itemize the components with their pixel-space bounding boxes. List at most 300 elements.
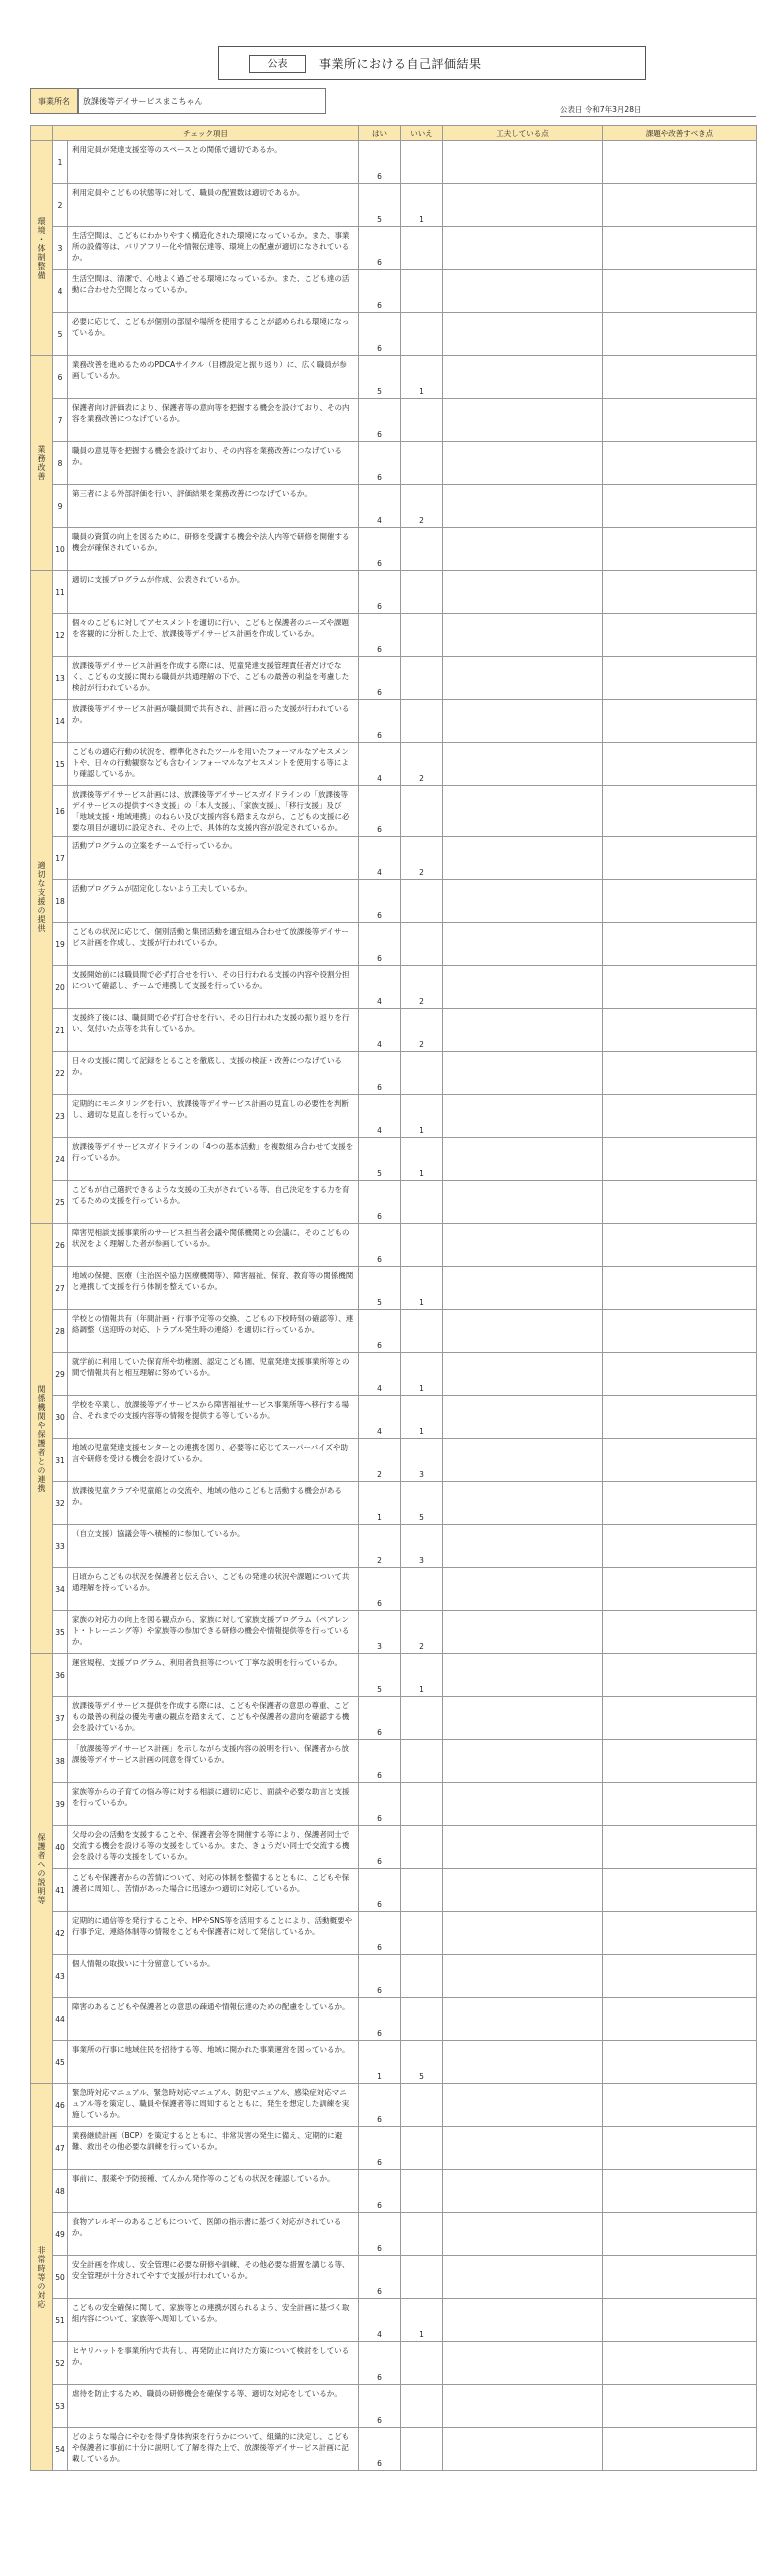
efforts-cell — [443, 923, 603, 966]
efforts-cell — [443, 2041, 603, 2084]
no-count: 3 — [401, 1525, 443, 1568]
table-row — [31, 1783, 757, 1826]
efforts-cell — [443, 356, 603, 399]
yes-count: 6 — [359, 786, 401, 837]
table-row — [31, 1052, 757, 1095]
table-row — [31, 2170, 757, 2213]
yes-count: 6 — [359, 1310, 401, 1353]
no-count — [401, 880, 443, 923]
item-text: どのような場合にやむを得ず身体拘束を行うかについて、組織的に決定し、こどもや保護者に事前に十分に説明して了解を得た上で、放課後等デイサービス計画に記載しているか。 — [68, 2428, 359, 2471]
item-number: 28 — [53, 1310, 68, 1353]
issues-cell — [603, 2428, 757, 2471]
category-text: 非常時等の対応 — [37, 2245, 46, 2309]
item-text: 地域の児童発達支援センターとの連携を図り、必要等に応じてスーパーバイズや助言や研修を受ける機会を設けているか。 — [68, 1439, 359, 1482]
no-count: 1 — [401, 1353, 443, 1396]
efforts-cell — [443, 1267, 603, 1310]
item-text: こどもの状況に応じて、個別活動と集団活動を適宜組み合わせて放課後等デイサービス計画を作成し、支援が行われているか。 — [68, 923, 359, 966]
issues-cell — [603, 356, 757, 399]
item-text: 放課後等デイサービス計画には、放課後等デイサービスガイドラインの「放課後等デイサービスの提供すべき支援」の「本人支援」、「家族支援」、「移行支援」及び「地域支援・地域連携」のねらい及び支援内容も踏まえながら、こどもの支援に必要な項目が適切に設定され、その上で、具体的な支援内容が設定されているか。 — [68, 786, 359, 837]
table-row — [31, 1697, 757, 1740]
no-count — [401, 614, 443, 657]
issues-cell — [603, 270, 757, 313]
issues-cell — [603, 485, 757, 528]
efforts-cell — [443, 571, 603, 614]
no-count — [401, 2428, 443, 2471]
issues-cell — [603, 1439, 757, 1482]
yes-count: 6 — [359, 2256, 401, 2299]
efforts-cell — [443, 2428, 603, 2471]
item-text: 地域の保健、医療（主治医や協力医療機関等）、障害福祉、保育、教育等の関係機関と連携して支援を行う体制を整えているか。 — [68, 1267, 359, 1310]
efforts-cell — [443, 2256, 603, 2299]
issues-cell — [603, 313, 757, 356]
header-issues: 課題や改善すべき点 — [603, 126, 757, 141]
item-text: 学校との情報共有（年間計画・行事予定等の交換、こどもの下校時刻の確認等）、連絡調整（送迎時の対応、トラブル発生時の連絡）を適切に行っているか。 — [68, 1310, 359, 1353]
item-text: 支援開始前には職員間で必ず打合せを行い、その日行われる支援の内容や役割分担について確認し、チームで連携して支援を行っているか。 — [68, 966, 359, 1009]
item-number: 4 — [53, 270, 68, 313]
item-text: 必要に応じて、こどもが個別の部屋や場所を使用することが認められる環境になっているか。 — [68, 313, 359, 356]
table-row — [31, 1740, 757, 1783]
issues-cell — [603, 2385, 757, 2428]
item-text: 「放課後等デイサービス計画」を示しながら支援内容の説明を行い、保護者から放課後等デイサービス計画の同意を得ているか。 — [68, 1740, 359, 1783]
table-row — [31, 880, 757, 923]
item-text: 第三者による外部評価を行い、評価結果を業務改善につなげているか。 — [68, 485, 359, 528]
item-number: 19 — [53, 923, 68, 966]
yes-count: 6 — [359, 923, 401, 966]
item-number: 25 — [53, 1181, 68, 1224]
item-text: 日々の支援に関して記録をとることを徹底し、支援の検証・改善につなげているか。 — [68, 1052, 359, 1095]
table-row — [31, 1095, 757, 1138]
issues-cell — [603, 1525, 757, 1568]
table-row — [31, 184, 757, 227]
item-number: 50 — [53, 2256, 68, 2299]
issues-cell — [603, 227, 757, 270]
item-number: 39 — [53, 1783, 68, 1826]
issues-cell — [603, 1181, 757, 1224]
efforts-cell — [443, 1224, 603, 1267]
issues-cell — [603, 1353, 757, 1396]
yes-count: 1 — [359, 2041, 401, 2084]
no-count: 2 — [401, 485, 443, 528]
item-number: 11 — [53, 571, 68, 614]
issues-cell — [603, 1783, 757, 1826]
item-number: 34 — [53, 1568, 68, 1611]
item-number: 30 — [53, 1396, 68, 1439]
item-text: 生活空間は、こどもにわかりやすく構造化された環境になっているか。また、事業所の設備等は、バリアフリー化や情報伝達等、環境上の配慮が適切になされているか。 — [68, 227, 359, 270]
item-text: 保護者向け評価表により、保護者等の意向等を把握する機会を設けており、その内容を業務改善につなげているか。 — [68, 399, 359, 442]
efforts-cell — [443, 1095, 603, 1138]
issues-cell — [603, 743, 757, 786]
no-count — [401, 442, 443, 485]
item-number: 6 — [53, 356, 68, 399]
item-number: 33 — [53, 1525, 68, 1568]
no-count: 2 — [401, 1009, 443, 1052]
yes-count: 6 — [359, 700, 401, 743]
item-number: 52 — [53, 2342, 68, 2385]
item-text: 放課後等デイサービス計画を作成する際には、児童発達支援管理責任者だけでなく、こどもの支援に関わる職員が共通理解の下で、こどもの最善の利益を考慮した検討が行われているか。 — [68, 657, 359, 700]
table-row — [31, 700, 757, 743]
yes-count: 6 — [359, 571, 401, 614]
issues-cell — [603, 786, 757, 837]
item-number: 53 — [53, 2385, 68, 2428]
efforts-cell — [443, 1439, 603, 1482]
efforts-cell — [443, 2342, 603, 2385]
issues-cell — [603, 1869, 757, 1912]
table-body — [31, 141, 757, 2471]
no-count: 2 — [401, 966, 443, 1009]
table-row — [31, 1396, 757, 1439]
category-label — [31, 356, 53, 571]
no-count: 1 — [401, 1138, 443, 1181]
issues-cell — [603, 2342, 757, 2385]
header-blank — [31, 126, 53, 141]
yes-count: 2 — [359, 1439, 401, 1482]
yes-count: 6 — [359, 2428, 401, 2471]
yes-count: 4 — [359, 485, 401, 528]
public-badge: 公表 — [249, 55, 306, 73]
no-count — [401, 1826, 443, 1869]
header-yes: はい — [359, 126, 401, 141]
yes-count: 4 — [359, 2299, 401, 2342]
item-text: 学校を卒業し、放課後等デイサービスから障害福祉サービス事業所等へ移行する場合、それまでの支援内容等の情報を提供する等しているか。 — [68, 1396, 359, 1439]
category-text: 関係機関や保護者との連携 — [37, 1384, 46, 1493]
yes-count: 6 — [359, 2170, 401, 2213]
item-number: 32 — [53, 1482, 68, 1525]
yes-count: 5 — [359, 1267, 401, 1310]
item-text: 緊急時対応マニュアル、緊急時対応マニュアル、防犯マニュアル、感染症対応マニュアル等を策定し、職員や保護者等に周知するとともに、発生を想定した訓練を実施しているか。 — [68, 2084, 359, 2127]
table-row — [31, 2256, 757, 2299]
issues-cell — [603, 1267, 757, 1310]
efforts-cell — [443, 2127, 603, 2170]
no-count — [401, 227, 443, 270]
issues-cell — [603, 2213, 757, 2256]
category-label — [31, 141, 53, 356]
facility-label: 事業所名 — [30, 88, 78, 114]
yes-count: 6 — [359, 1181, 401, 1224]
category-label — [31, 1654, 53, 2084]
table-row — [31, 837, 757, 880]
yes-count: 6 — [359, 399, 401, 442]
efforts-cell — [443, 1181, 603, 1224]
yes-count: 6 — [359, 1783, 401, 1826]
item-text: 家族の対応力の向上を図る観点から、家族に対して家族支援プログラム（ペアレント・トレーニング等）や家族等の参加できる研修の機会や情報提供等を行っているか。 — [68, 1611, 359, 1654]
no-count: 2 — [401, 743, 443, 786]
item-number: 22 — [53, 1052, 68, 1095]
no-count: 1 — [401, 1396, 443, 1439]
yes-count: 4 — [359, 743, 401, 786]
issues-cell — [603, 2256, 757, 2299]
item-text: 運営規程、支援プログラム、利用者負担等について丁寧な説明を行っているか。 — [68, 1654, 359, 1697]
yes-count: 5 — [359, 1138, 401, 1181]
item-number: 17 — [53, 837, 68, 880]
item-number: 13 — [53, 657, 68, 700]
facility-name: 放課後等デイサービスまこちゃん — [78, 88, 326, 114]
yes-count: 6 — [359, 313, 401, 356]
item-number: 35 — [53, 1611, 68, 1654]
item-number: 41 — [53, 1869, 68, 1912]
no-count: 1 — [401, 1654, 443, 1697]
issues-cell — [603, 1912, 757, 1955]
table-row — [31, 743, 757, 786]
efforts-cell — [443, 1611, 603, 1654]
efforts-cell — [443, 880, 603, 923]
yes-count: 6 — [359, 1568, 401, 1611]
efforts-cell — [443, 1568, 603, 1611]
yes-count: 6 — [359, 1955, 401, 1998]
table-row — [31, 1568, 757, 1611]
table-row — [31, 528, 757, 571]
efforts-cell — [443, 227, 603, 270]
no-count — [401, 923, 443, 966]
yes-count: 6 — [359, 528, 401, 571]
efforts-cell — [443, 837, 603, 880]
table-row — [31, 1998, 757, 2041]
table-row — [31, 571, 757, 614]
item-text: 放課後児童クラブや児童館との交流や、地域の他のこどもと活動する機会があるか。 — [68, 1482, 359, 1525]
efforts-cell — [443, 2213, 603, 2256]
efforts-cell — [443, 1697, 603, 1740]
item-number: 7 — [53, 399, 68, 442]
yes-count: 4 — [359, 1095, 401, 1138]
no-count — [401, 399, 443, 442]
item-text: 生活空間は、清潔で、心地よく過ごせる環境になっているか。また、こども達の活動に合わせた空間となっているか。 — [68, 270, 359, 313]
no-count — [401, 1568, 443, 1611]
issues-cell — [603, 2127, 757, 2170]
efforts-cell — [443, 700, 603, 743]
title-box — [218, 46, 646, 80]
issues-cell — [603, 880, 757, 923]
efforts-cell — [443, 1138, 603, 1181]
item-number: 36 — [53, 1654, 68, 1697]
issues-cell — [603, 657, 757, 700]
header-no: いいえ — [401, 126, 443, 141]
issues-cell — [603, 1052, 757, 1095]
yes-count: 5 — [359, 184, 401, 227]
issues-cell — [603, 1396, 757, 1439]
issues-cell — [603, 1697, 757, 1740]
item-number: 37 — [53, 1697, 68, 1740]
item-number: 12 — [53, 614, 68, 657]
header-efforts: 工夫している点 — [443, 126, 603, 141]
efforts-cell — [443, 1353, 603, 1396]
yes-count: 6 — [359, 1912, 401, 1955]
yes-count: 6 — [359, 2084, 401, 2127]
table-row — [31, 270, 757, 313]
issues-cell — [603, 1095, 757, 1138]
item-number: 40 — [53, 1826, 68, 1869]
no-count — [401, 1310, 443, 1353]
issues-cell — [603, 1740, 757, 1783]
item-text: 利用定員が発達支援室等のスペースとの関係で適切であるか。 — [68, 141, 359, 184]
efforts-cell — [443, 2385, 603, 2428]
yes-count: 2 — [359, 1525, 401, 1568]
no-count: 1 — [401, 356, 443, 399]
table-row — [31, 614, 757, 657]
item-number: 24 — [53, 1138, 68, 1181]
item-number: 26 — [53, 1224, 68, 1267]
table-row — [31, 1267, 757, 1310]
category-text: 適切な支援の提供 — [37, 861, 46, 933]
item-text: 家族等からの子育ての悩み等に対する相談に適切に応じ、面談や必要な助言と支援を行っているか。 — [68, 1783, 359, 1826]
table-row — [31, 1439, 757, 1482]
item-number: 9 — [53, 485, 68, 528]
yes-count: 4 — [359, 1009, 401, 1052]
efforts-cell — [443, 657, 603, 700]
issues-cell — [603, 1224, 757, 1267]
efforts-cell — [443, 2170, 603, 2213]
yes-count: 6 — [359, 2342, 401, 2385]
item-number: 5 — [53, 313, 68, 356]
table-row — [31, 2299, 757, 2342]
item-text: 活動プログラムが固定化しないよう工夫しているか。 — [68, 880, 359, 923]
yes-count: 6 — [359, 1740, 401, 1783]
efforts-cell — [443, 743, 603, 786]
item-number: 27 — [53, 1267, 68, 1310]
item-text: 日頃からこどもの状況を保護者と伝え合い、こどもの発達の状況や課題について共通理解を持っているか。 — [68, 1568, 359, 1611]
efforts-cell — [443, 966, 603, 1009]
table-row — [31, 2342, 757, 2385]
issues-cell — [603, 1138, 757, 1181]
issues-cell — [603, 2041, 757, 2084]
item-number: 44 — [53, 1998, 68, 2041]
issues-cell — [603, 923, 757, 966]
table-row — [31, 1611, 757, 1654]
no-count: 5 — [401, 1482, 443, 1525]
table-row — [31, 657, 757, 700]
item-number: 15 — [53, 743, 68, 786]
table-row — [31, 141, 757, 184]
item-number: 23 — [53, 1095, 68, 1138]
no-count: 1 — [401, 1267, 443, 1310]
no-count — [401, 1912, 443, 1955]
item-text: 定期的にモニタリングを行い、放課後等デイサービス計画の見直しの必要性を判断し、適切な見直しを行っているか。 — [68, 1095, 359, 1138]
category-label — [31, 2084, 53, 2471]
table-row — [31, 1009, 757, 1052]
yes-count: 6 — [359, 1224, 401, 1267]
table-row — [31, 485, 757, 528]
table-row — [31, 1181, 757, 1224]
issues-cell — [603, 442, 757, 485]
no-count — [401, 1052, 443, 1095]
item-text: 適切に支援プログラムが作成、公表されているか。 — [68, 571, 359, 614]
yes-count: 6 — [359, 2213, 401, 2256]
table-row — [31, 1912, 757, 1955]
no-count — [401, 2170, 443, 2213]
no-count — [401, 2385, 443, 2428]
item-number: 47 — [53, 2127, 68, 2170]
yes-count: 4 — [359, 966, 401, 1009]
page-header — [0, 0, 766, 114]
item-text: 食物アレルギーのあるこどもについて、医師の指示書に基づく対応がされているか。 — [68, 2213, 359, 2256]
issues-cell — [603, 1310, 757, 1353]
issues-cell — [603, 700, 757, 743]
no-count — [401, 2084, 443, 2127]
table-row — [31, 313, 757, 356]
yes-count: 6 — [359, 141, 401, 184]
item-number: 38 — [53, 1740, 68, 1783]
item-text: こどもの適応行動の状況を、標準化されたツールを用いたフォーマルなアセスメントや、日々の行動観察なども含むインフォーマルなアセスメントを使用する等により確認しているか。 — [68, 743, 359, 786]
efforts-cell — [443, 1525, 603, 1568]
item-number: 31 — [53, 1439, 68, 1482]
item-text: 利用定員やこどもの状態等に対して、職員の配置数は適切であるか。 — [68, 184, 359, 227]
yes-count: 6 — [359, 270, 401, 313]
yes-count: 6 — [359, 442, 401, 485]
no-count — [401, 1181, 443, 1224]
efforts-cell — [443, 270, 603, 313]
yes-count: 6 — [359, 1869, 401, 1912]
efforts-cell — [443, 1654, 603, 1697]
table-row — [31, 399, 757, 442]
item-text: 障害のあるこどもや保護者との意思の疎通や情報伝達のための配慮をしているか。 — [68, 1998, 359, 2041]
issues-cell — [603, 1654, 757, 1697]
efforts-cell — [443, 1482, 603, 1525]
item-text: 安全計画を作成し、安全管理に必要な研修や訓練、その他必要な措置を講じる等、安全管理が十分されてやすで支援が行われているか。 — [68, 2256, 359, 2299]
issues-cell — [603, 1826, 757, 1869]
item-text: （自立支援）協議会等へ積極的に参加しているか。 — [68, 1525, 359, 1568]
yes-count: 6 — [359, 227, 401, 270]
efforts-cell — [443, 1783, 603, 1826]
item-number: 3 — [53, 227, 68, 270]
yes-count: 4 — [359, 1353, 401, 1396]
no-count — [401, 2213, 443, 2256]
no-count — [401, 1740, 443, 1783]
efforts-cell — [443, 399, 603, 442]
efforts-cell — [443, 442, 603, 485]
yes-count: 6 — [359, 657, 401, 700]
table-row — [31, 1353, 757, 1396]
table-row — [31, 2041, 757, 2084]
item-text: こどもが自己選択できるような支援の工夫がされている等、自己決定をする力を育てるための支援を行っているか。 — [68, 1181, 359, 1224]
no-count — [401, 657, 443, 700]
no-count — [401, 141, 443, 184]
category-text: 環境・体制整備 — [37, 216, 46, 280]
category-label — [31, 1224, 53, 1654]
efforts-cell — [443, 141, 603, 184]
item-number: 21 — [53, 1009, 68, 1052]
no-count — [401, 571, 443, 614]
efforts-cell — [443, 1052, 603, 1095]
efforts-cell — [443, 528, 603, 571]
no-count: 3 — [401, 1439, 443, 1482]
table-row — [31, 1482, 757, 1525]
efforts-cell — [443, 2299, 603, 2342]
item-number: 20 — [53, 966, 68, 1009]
issues-cell — [603, 1482, 757, 1525]
table-row — [31, 1224, 757, 1267]
issues-cell — [603, 614, 757, 657]
efforts-cell — [443, 1998, 603, 2041]
efforts-cell — [443, 1310, 603, 1353]
issues-cell — [603, 1998, 757, 2041]
item-text: 職員の資質の向上を図るために、研修を受講する機会や法人内等で研修を開催する機会が確保されているか。 — [68, 528, 359, 571]
table-row — [31, 2084, 757, 2127]
efforts-cell — [443, 786, 603, 837]
no-count: 1 — [401, 2299, 443, 2342]
efforts-cell — [443, 1740, 603, 1783]
no-count — [401, 1955, 443, 1998]
item-text: 放課後等デイサービスガイドラインの「4つの基本活動」を複数組み合わせて支援を行っているか。 — [68, 1138, 359, 1181]
issues-cell — [603, 571, 757, 614]
no-count — [401, 2256, 443, 2299]
table-row — [31, 966, 757, 1009]
item-number: 2 — [53, 184, 68, 227]
no-count — [401, 2127, 443, 2170]
table-row — [31, 1955, 757, 1998]
item-text: 障害児相談支援事業所のサービス担当者会議や関係機関との会議に、そのこどもの状況をよく理解した者が参画しているか。 — [68, 1224, 359, 1267]
yes-count: 5 — [359, 356, 401, 399]
table-row — [31, 1310, 757, 1353]
efforts-cell — [443, 313, 603, 356]
yes-count: 6 — [359, 614, 401, 657]
